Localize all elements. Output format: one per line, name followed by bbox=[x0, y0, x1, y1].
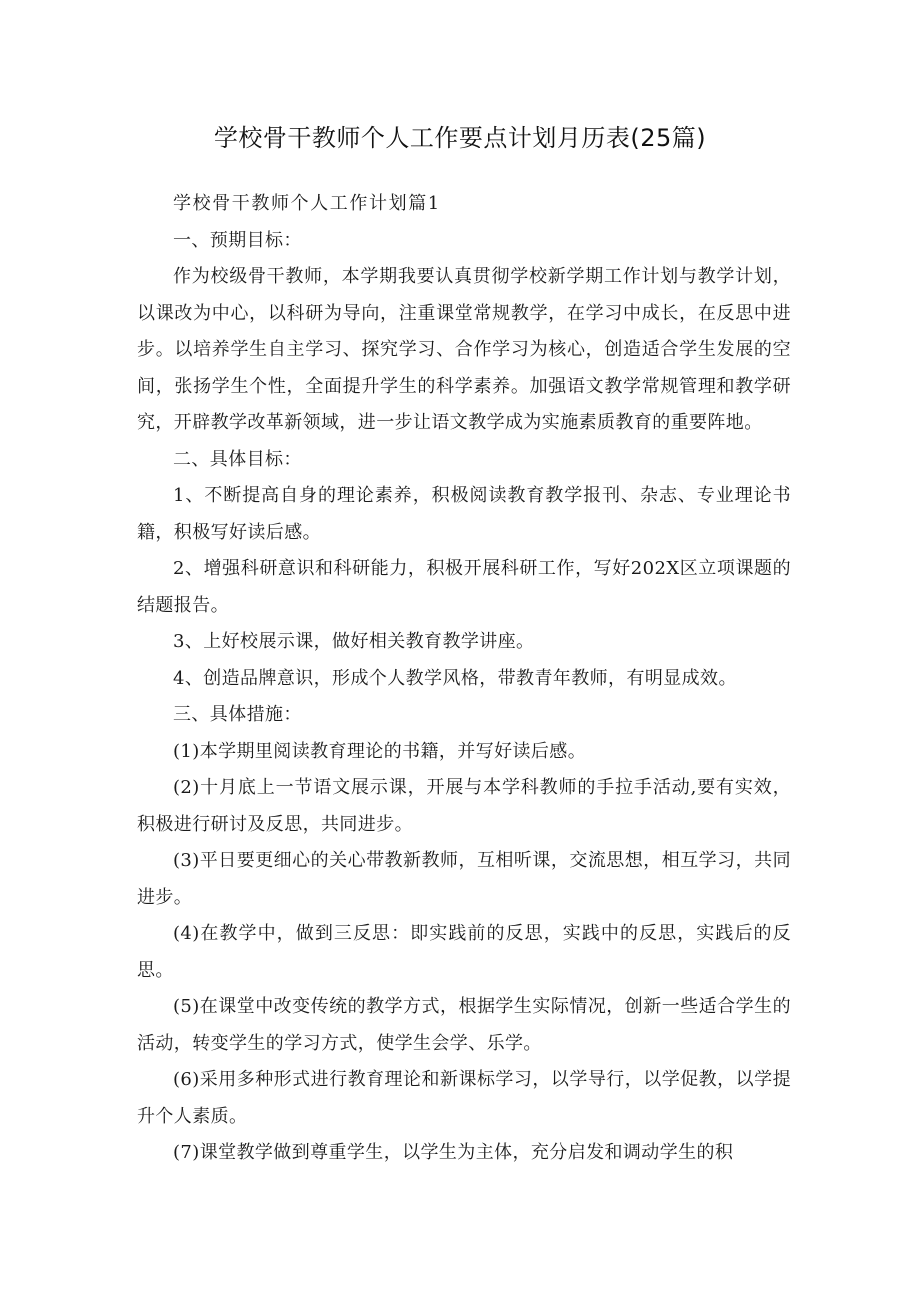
list-item: (5)在课堂中改变传统的教学方式，根据学生实际情况，创新一些适合学生的活动，转变学生的学习方式，使学生会学、乐学。 bbox=[137, 996, 791, 1054]
list-item: (6)采用多种形式进行教育理论和新课标学习，以学导行，以学促教，以学提升个人素质。 bbox=[137, 1069, 791, 1127]
list-item: 2、增强科研意识和科研能力，积极开展科研工作，写好202X区立项课题的结题报告。 bbox=[137, 558, 791, 616]
list-item: 4、创造品牌意识，形成个人教学风格，带教青年教师，有明显成效。 bbox=[173, 667, 737, 689]
list-item: 3、上好校展示课，做好相关教育教学讲座。 bbox=[173, 631, 535, 652]
list-item: 1、不断提高自身的理论素养，积极阅读教育教学报刊、杂志、专业理论书籍，积极写好读后感。 bbox=[137, 485, 791, 543]
heading-expected-goals: 一、预期目标： bbox=[173, 229, 302, 251]
list-item: (4)在教学中，做到三反思：即实践前的反思，实践中的反思，实践后的反思。 bbox=[137, 923, 791, 981]
list-item: (3)平日要更细心的关心带教新教师，互相听课，交流思想，相互学习，共同进步。 bbox=[137, 850, 791, 908]
list-item: (2)十月底上一节语文展示课，开展与本学科教师的手拉手活动,要有实效，积极进行研讨及反思，共同进步。 bbox=[137, 777, 791, 835]
document-body bbox=[137, 186, 791, 1172]
heading-specific-goals: 二、具体目标： bbox=[173, 448, 302, 470]
section-heading: 学校骨干教师个人工作计划篇1 bbox=[173, 193, 441, 214]
document-title: 学校骨干教师个人工作要点计划月历表(25篇) bbox=[213, 124, 707, 152]
heading-specific-measures: 三、具体措施： bbox=[173, 704, 302, 725]
list-item: (7)课堂教学做到尊重学生，以学生为主体，充分启发和调动学生的积 bbox=[173, 1142, 734, 1163]
list-item: (1)本学期里阅读教育理论的书籍，并写好读后感。 bbox=[173, 740, 587, 762]
paragraph: 作为校级骨干教师，本学期我要认真贯彻学校新学期工作计划与教学计划，以课改为中心，以科研为导向，注重课堂常规教学，在学习中成长，在反思中进步。以培养学生自主学习、探究学习、合作学习为核心，创造适合学生发展的空间，张扬学生个性，全面提升学生的科学素养。加强语文教学常规管理和教学研究，开辟教学改革新领域，进一步让语文教学成为实施素质教育的重要阵地。 bbox=[137, 266, 791, 433]
